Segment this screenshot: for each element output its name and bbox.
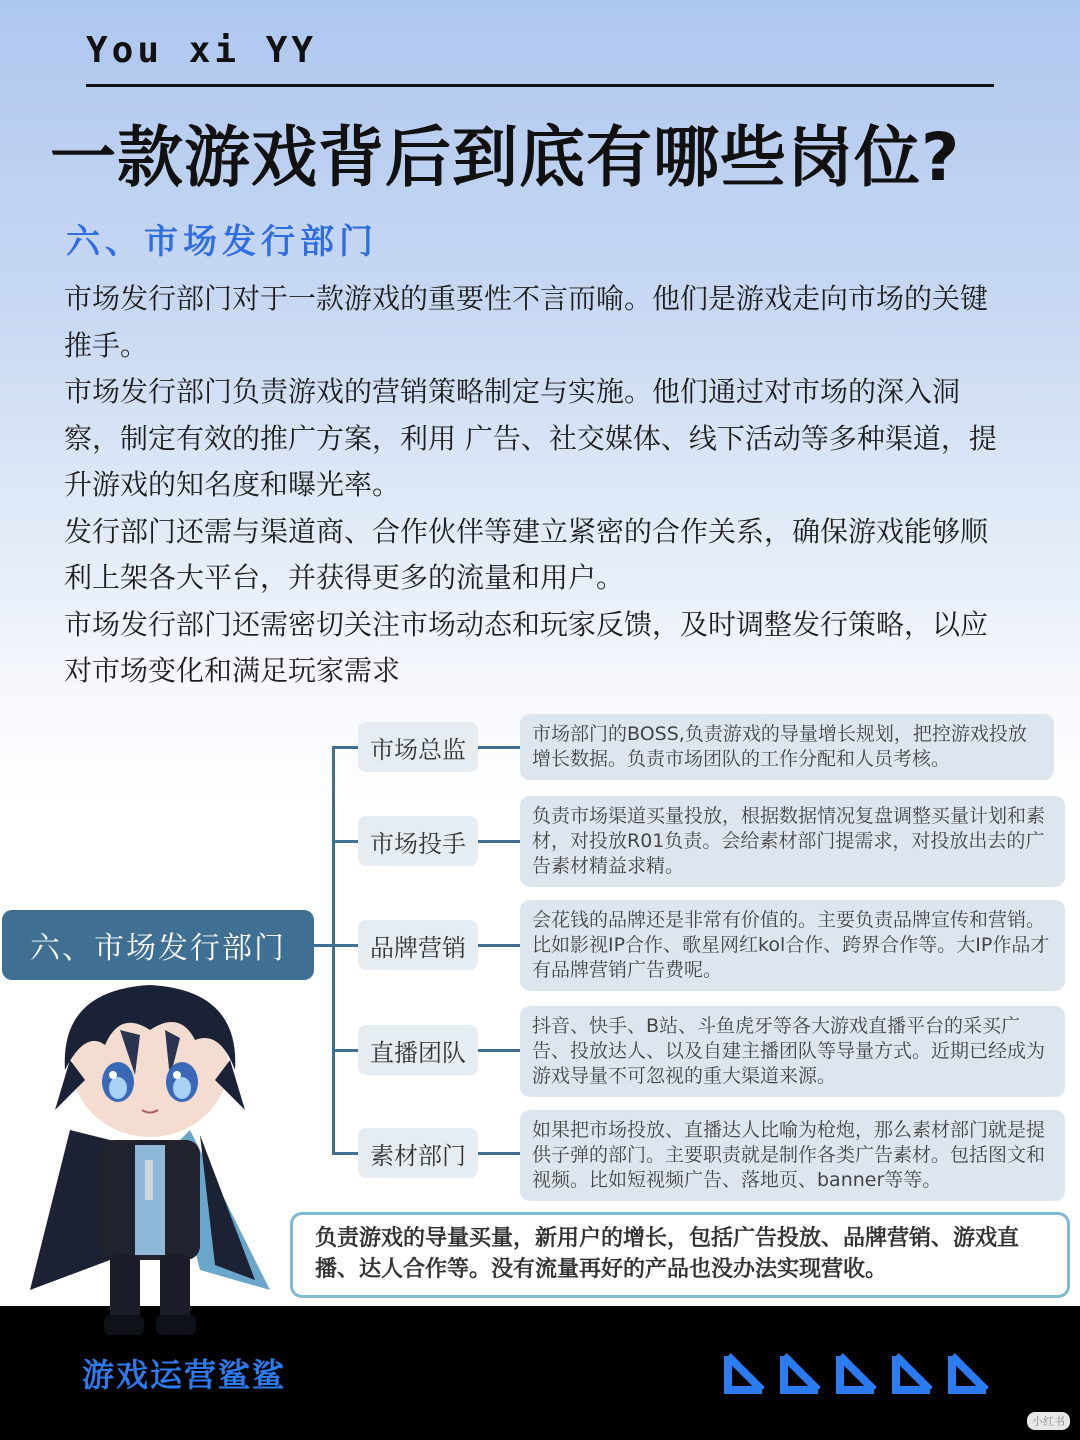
- paragraph: 发行部门还需与渠道商、合作伙伴等建立紧密的合作关系，确保游戏能够顺利上架各大平台，并获得更多的流量和用户。: [64, 514, 989, 594]
- mindmap-branch-line: [478, 746, 520, 749]
- role-description: 抖音、快手、B站、斗鱼虎牙等各大游戏直播平台的采买广告、投放达人、以及自建主播团队等导量方式。近期已经成为游戏导量不可忽视的重大渠道来源。: [520, 1006, 1065, 1097]
- paragraph: 市场发行部门还需密切关注市场动态和玩家反馈，及时调整发行策略，以应对市场变化和满足玩家需求: [64, 607, 989, 687]
- brand-label: You xi YY: [86, 30, 318, 71]
- role-node-brand-marketing: 品牌营销: [358, 920, 478, 970]
- mindmap-connector: [314, 944, 334, 947]
- role-description: 负责市场渠道买量投放，根据数据情况复盘调整买量计划和素材，对投放R01负责。会给素材部门提需求，对投放出去的广告素材精益求精。: [520, 796, 1065, 887]
- mindmap-branch-line: [478, 840, 520, 843]
- watermark: 小红书: [1027, 1412, 1070, 1430]
- role-node-media-buyer: 市场投手: [358, 816, 478, 866]
- mindmap-branch-line: [332, 1152, 358, 1155]
- mindmap-branch-line: [332, 944, 358, 947]
- double-arrow-down-right-icon: [722, 1348, 772, 1398]
- header-divider: [86, 84, 994, 87]
- article-body: [64, 276, 1014, 695]
- double-arrow-down-right-icon: [890, 1348, 940, 1398]
- mindmap-branch-line: [332, 840, 358, 843]
- role-description: 会花钱的品牌还是非常有价值的。主要负责品牌宣传和营销。比如影视IP合作、歌星网红kol合作、跨界合作等。大IP作品才有品牌营销广告费呢。: [520, 900, 1065, 991]
- decorative-arrows: [722, 1348, 996, 1398]
- footer-brand: 游戏运营鲨鲨: [82, 1356, 287, 1394]
- mindmap-spine: [332, 746, 335, 1154]
- mindmap-branch-line: [332, 1049, 358, 1052]
- double-arrow-down-right-icon: [946, 1348, 996, 1398]
- mindmap-branch-line: [478, 1049, 520, 1052]
- mindmap-root-node: 六、市场发行部门: [2, 910, 314, 980]
- role-node-live-streaming-team: 直播团队: [358, 1025, 478, 1075]
- double-arrow-down-right-icon: [778, 1348, 828, 1398]
- mindmap-branch-line: [478, 944, 520, 947]
- chibi-character-illustration: [0, 960, 300, 1360]
- page-title: 一款游戏背后到底有哪些岗位?: [50, 119, 961, 196]
- role-description: 市场部门的BOSS,负责游戏的导量增长规划，把控游戏投放增长数据。负责市场团队的工作分配和人员考核。: [520, 714, 1054, 780]
- paragraph: 市场发行部门对于一款游戏的重要性不言而喻。他们是游戏走向市场的关键推手。: [64, 282, 989, 362]
- role-description: 如果把市场投放、直播达人比喻为枪炮，那么素材部门就是提供子弹的部门。主要职责就是制作各类广告素材。包括图文和视频。比如短视频广告、落地页、banner等等。: [520, 1110, 1065, 1201]
- mindmap-branch-line: [332, 746, 358, 749]
- mindmap-branch-line: [478, 1152, 520, 1155]
- double-arrow-down-right-icon: [834, 1348, 884, 1398]
- section-heading: 六、市场发行部门: [66, 222, 378, 262]
- role-node-marketing-director: 市场总监: [358, 722, 478, 772]
- summary-callout: 负责游戏的导量买量，新用户的增长，包括广告投放、品牌营销、游戏直播、达人合作等。没有流量再好的产品也没办法实现营收。: [290, 1212, 1070, 1298]
- role-node-creative-department: 素材部门: [358, 1128, 478, 1178]
- paragraph: 市场发行部门负责游戏的营销策略制定与实施。他们通过对市场的深入洞察，制定有效的推广方案，利用 广告、社交媒体、线下活动等多种渠道，提升游戏的知名度和曝光率。: [64, 375, 997, 501]
